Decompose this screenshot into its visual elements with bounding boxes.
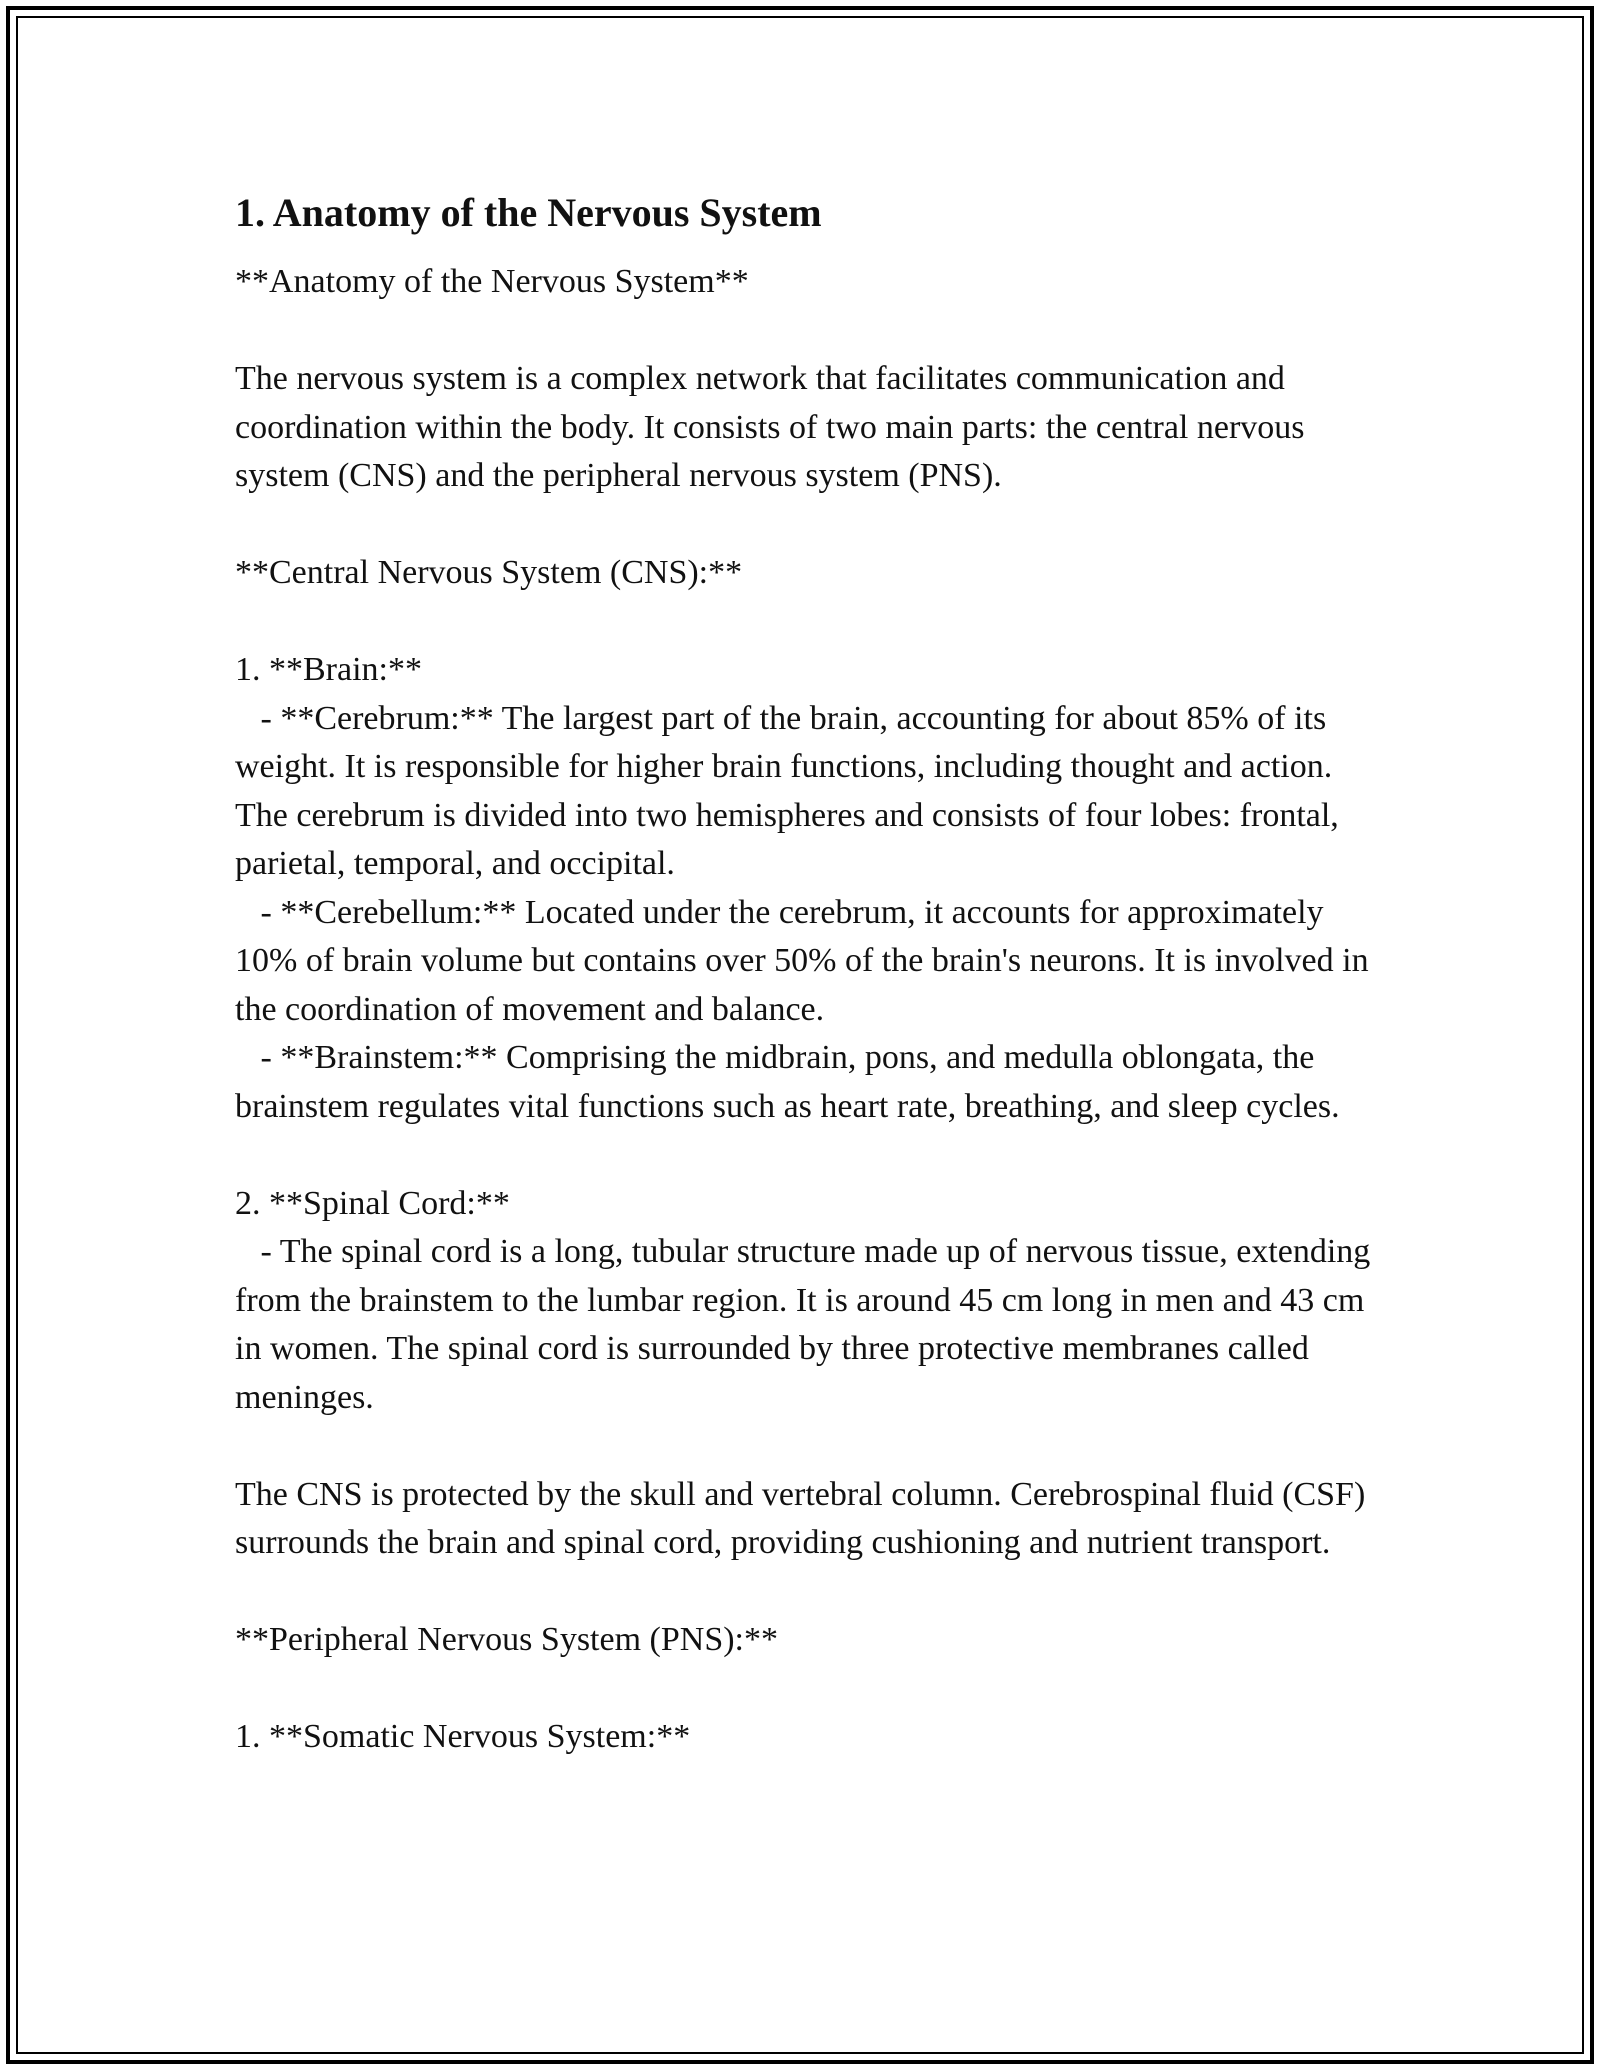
- paragraph-brain: 1. **Brain:** - **Cerebrum:** The largest part of the brain, accounting for about 85% of its weight. It is responsible for higher brain functions, including thought and action. The cerebrum is divided into two hemispheres and consists of four lobes: frontal, parietal, temporal, and occipital. - **Cerebellum:** Located under the cerebrum, it accounts for approximately 10% of brain volume but contains over 50% of the brain's neurons. It is involved in the coordination of movement and balance. - **Brainstem:** Comprising the midbrain, pons, and medulla oblongata, the brainstem regulates vital functions such as heart rate, breathing, and sleep cycles.: [235, 651, 1369, 1125]
- paragraph-cns-heading: **Central Nervous System (CNS):**: [235, 554, 743, 591]
- paragraph-cns-protection: The CNS is protected by the skull and vertebral column. Cerebrospinal fluid (CSF) surrounds the brain and spinal cord, providing cushioning and nutrient transport.: [235, 1475, 1374, 1561]
- paragraph-intro: The nervous system is a complex network that facilitates communication and coordination within the body. It consists of two main parts: the central nervous system (CNS) and the peripheral nervous system (PNS).: [235, 360, 1314, 494]
- paragraph-somatic: 1. **Somatic Nervous System:**: [235, 1718, 691, 1755]
- paragraph-pns-heading: **Peripheral Nervous System (PNS):**: [235, 1621, 779, 1658]
- section-heading: 1. Anatomy of the Nervous System: [235, 190, 822, 235]
- document-page: [235, 182, 1385, 1762]
- paragraph-spinal-cord: 2. **Spinal Cord:** - The spinal cord is a long, tubular structure made up of nervous tissue, extending from the brainstem to the lumbar region. It is around 45 cm long in men and 43 cm in women. The spinal cord is surrounded by three protective membranes called meninges.: [235, 1184, 1371, 1416]
- paragraph-title: **Anatomy of the Nervous System**: [235, 263, 749, 300]
